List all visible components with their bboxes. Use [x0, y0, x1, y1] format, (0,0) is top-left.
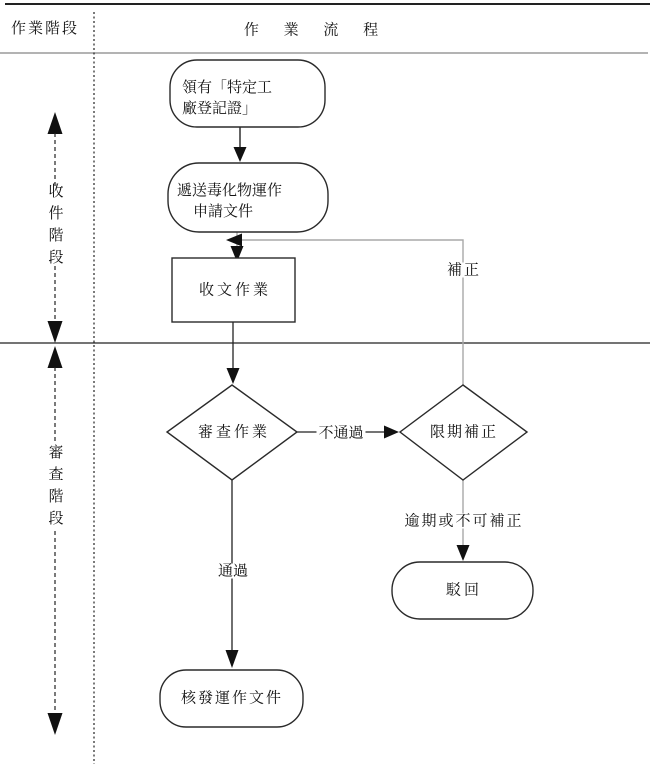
node-issue-label: 核發運作文件 [180, 688, 284, 707]
edge-deadline-to-reject-arrowhead-icon [457, 545, 470, 561]
stage-label-receiving: 收件階段 [46, 183, 65, 271]
edge-label-not-pass: 不通過 [318, 423, 364, 442]
edge-correction-loop-arrowhead-icon [226, 234, 242, 247]
node-submit-label-line1: 遞送毒化物運作 [177, 181, 283, 199]
receiving-stage-arrow-down-icon [48, 321, 63, 343]
edge-review-to-deadline-arrowhead-icon [384, 426, 399, 439]
node-start-label [182, 77, 272, 119]
stage-label-review: 審查階段 [46, 444, 65, 532]
edge-label-correction: 補正 [446, 260, 482, 279]
review-stage-arrow-up-icon [48, 346, 63, 368]
node-review-label: 審查作業 [197, 422, 271, 441]
node-submit-label-line2: 申請文件 [193, 202, 254, 220]
edge-receive-to-review-arrowhead-icon [227, 368, 240, 384]
node-reject-label: 駁回 [445, 580, 483, 599]
edge-label-pass: 通過 [217, 561, 249, 580]
review-stage-arrow-down-icon [48, 713, 63, 735]
node-start-label-line2: 廠登記證」 [182, 99, 258, 117]
stage-column-title: 作業階段 [11, 19, 80, 37]
node-deadline-correction-label: 限期補正 [429, 422, 499, 441]
edge-review-to-issue-arrowhead-icon [226, 650, 239, 668]
edge-start-to-submit-arrowhead-icon [234, 147, 247, 162]
edge-label-overdue: 逾期或不可補正 [404, 511, 524, 530]
node-receive-label: 收文作業 [198, 280, 272, 299]
node-submit-label [177, 180, 282, 222]
receiving-stage-arrow-up-icon [48, 112, 63, 134]
flow-column-title: 作 業 流 程 [243, 20, 389, 39]
node-start-label-line1: 領有「特定工 [182, 78, 273, 96]
